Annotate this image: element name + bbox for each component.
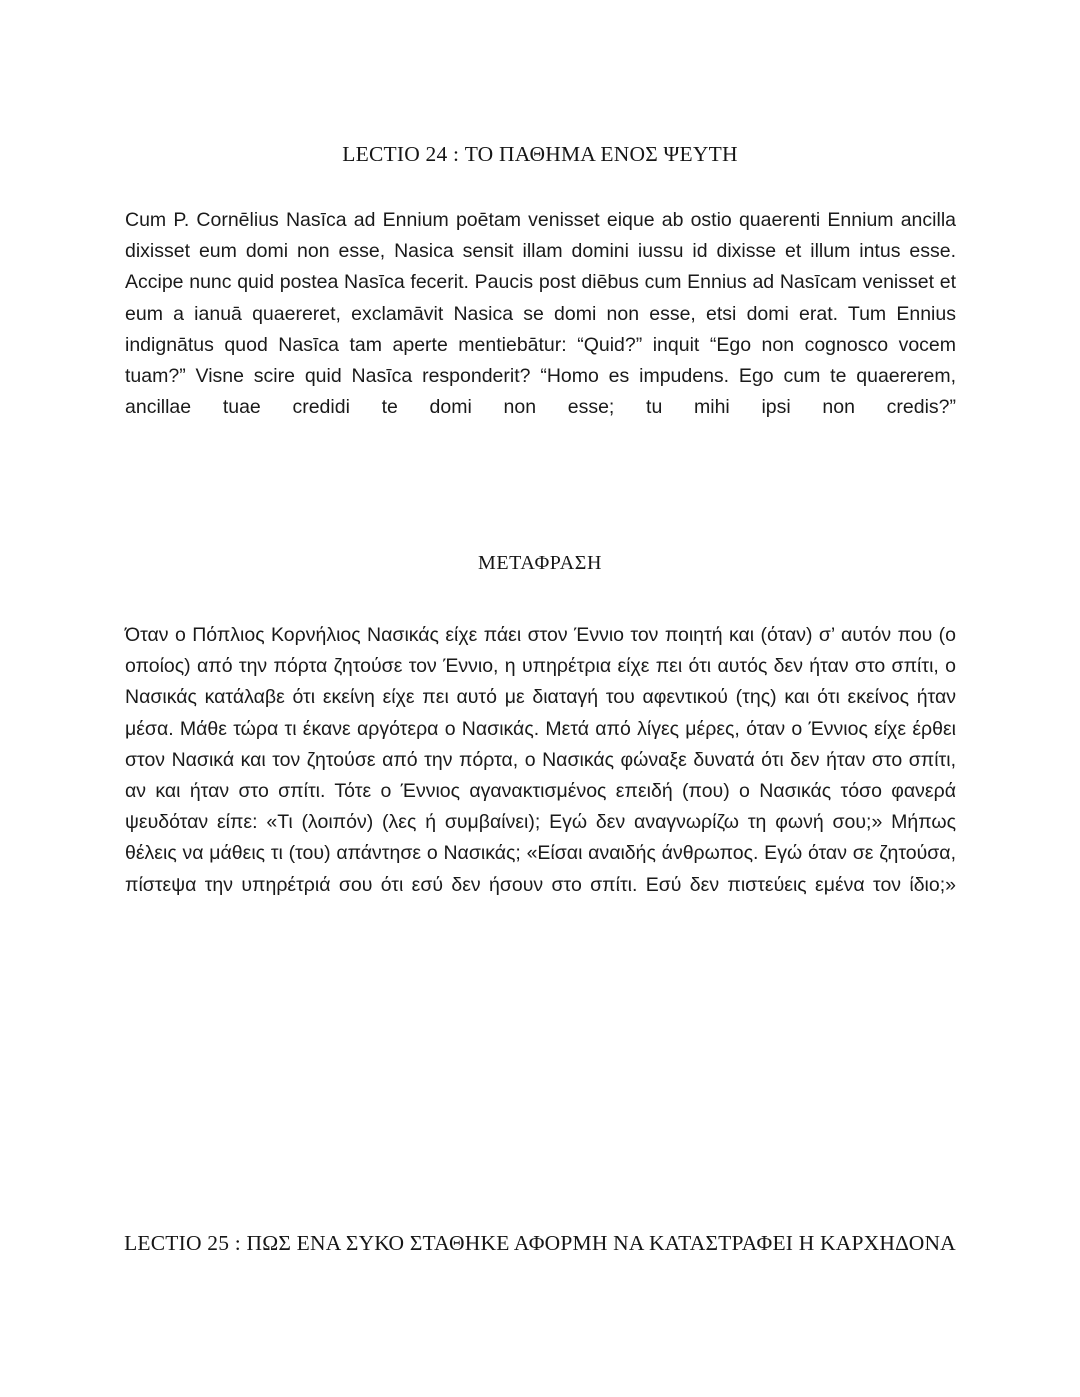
translation-section-heading: ΜΕΤΑΦΡΑΣΗ <box>477 551 603 574</box>
lectio-24-heading: LECTIO 24 : ΤΟ ΠΑΘΗΜΑ ΕΝΟΣ ΨΕΥΤΗ <box>342 142 738 167</box>
greek-translation-paragraph: Όταν ο Πόπλιος Κορνήλιος Νασικάς είχε πάει στον Έννιο τον ποιητή και (όταν) σ’ αυτόν που (ο οποίος) από την πόρτα ζητούσε τον Έννιο, η υπηρέτρια είχε πει ότι αυτός δεν ήταν στο σπίτι, ο Νασικάς κατάλαβε ότι εκείνη είχε πει αυτό με διαταγή του αφεντικού (της) και ότι εκείνος ήταν μέσα. Μάθε τώρα τι έκανε αργότερα ο Νασικάς. Μετά από λίγες μέρες, όταν ο Έννιος είχε έρθει στον Νασικά και τον ζητούσε από την πόρτα, ο Νασικάς φώναξε δυνατά ότι δεν ήταν στο σπίτι, αν και ήταν στο σπίτι. Τότε ο Έννιος αγανακτισμένος επειδή (που) ο Νασικάς τόσο φανερά ψευδόταν είπε: «Τι (λοιπόν) (λες ή συμβαίνει); Εγώ δεν αναγνωρίζω τη φωνή σου;» Μήπως θέλεις να μάθεις τι (του) απάντησε ο Νασικάς; «Είσαι αναιδής άνθρωπος. Εγώ όταν σε ζητούσα, πίστεψα την υπηρέτριά σου ότι εσύ δεν ήσουν στο σπίτι. Εσύ δεν πιστεύεις εμένα τον ίδιο;» <box>125 624 956 896</box>
lectio-25-heading: LECTIO 25 : ΠΩΣ ΕΝΑ ΣΥΚΟ ΣΤΑΘΗΚΕ ΑΦΟΡΜΗ ΝΑ ΚΑΤΑΣΤΡΑΦΕΙ Η ΚΑΡΧΗΔΟΝΑ <box>124 1231 956 1256</box>
latin-passage-paragraph: Cum P. Cornēlius Nasīca ad Ennium poētam venisset eique ab ostio quaerenti Ennium ancilla dixisset eum domi non esse, Nasica sensit illam domini iussu id dixisse et illum intus esse. Accipe nunc quid postea Nasīca fecerit. Paucis post diēbus cum Ennius ad Nasīcam venisset et eum a ianuā quaereret, exclamāvit Nasica se domi non esse, etsi domi erat. Tum Ennius indignātus quod Nasīca tam aperte mentiebātur: “Quid?” inquit “Ego non cognosco vocem tuam?” Visne scire quid Nasīca responderit? “Homo es impudens. Ego cum te quaererem, ancillae tuae credidi te domi non esse; tu mihi ipsi non credis?” <box>125 209 956 419</box>
